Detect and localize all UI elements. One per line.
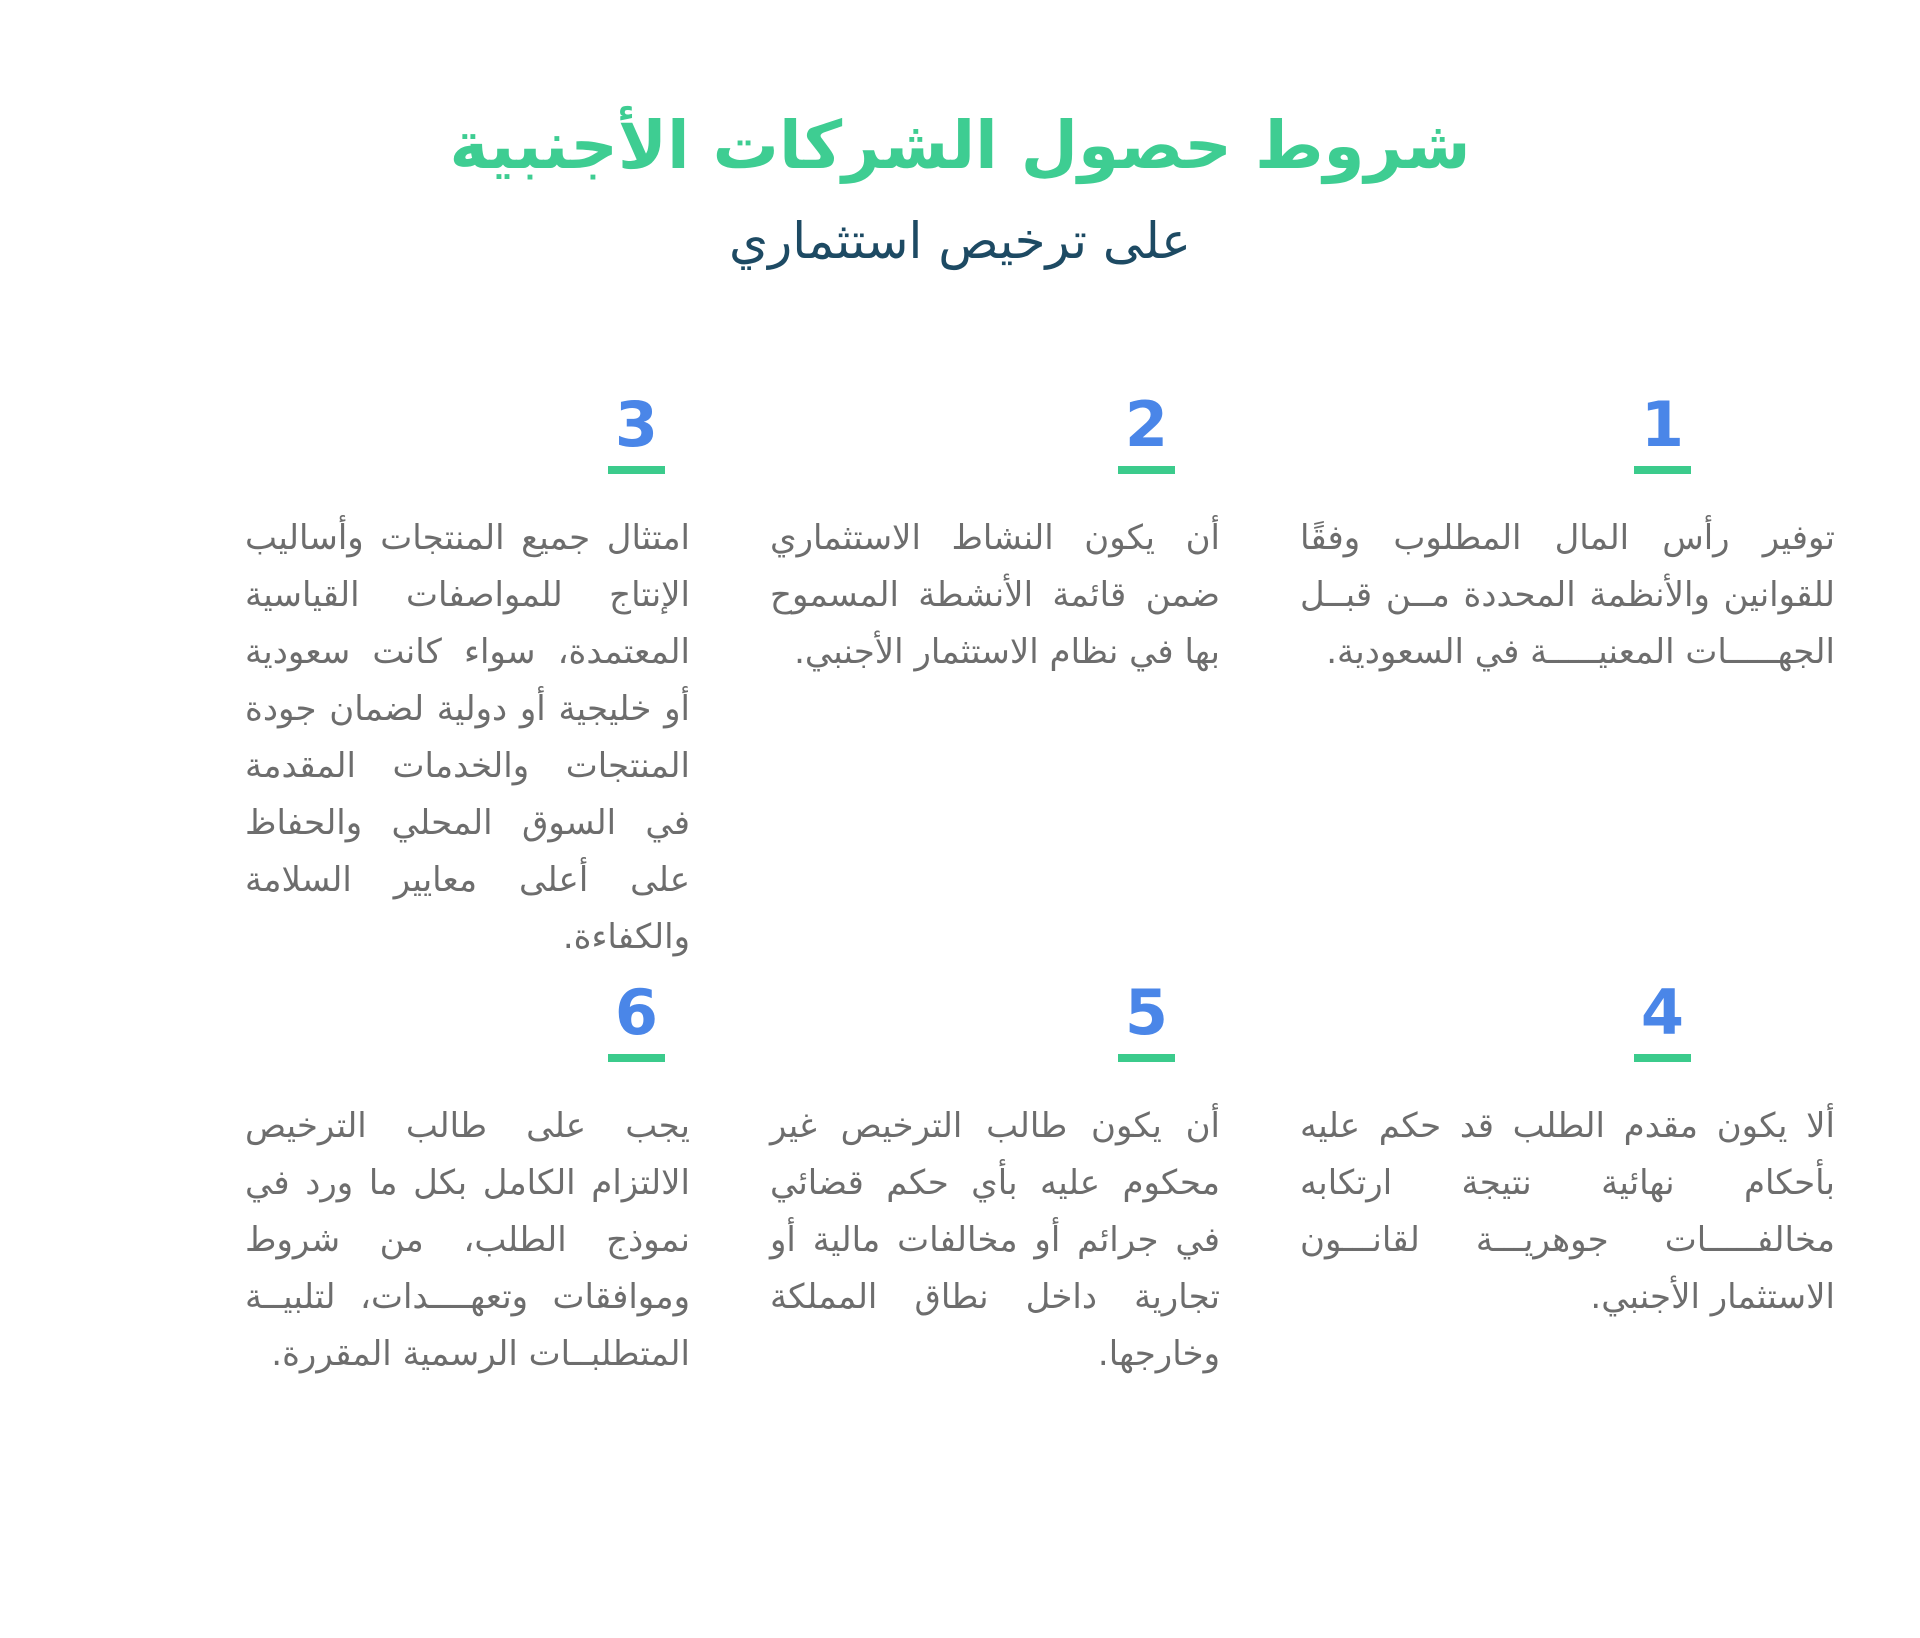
item-text: يجب على طالب الترخيص الالتزام الكامل بكل ما ورد في نموذج الطلب، من شروط وموافقات وتعهــــدات، لتلبيــة المتطلبــات الرسمية المقررة. [245, 1106, 690, 1374]
condition-item-3 [245, 388, 690, 966]
item-number: 2 [1124, 388, 1169, 461]
item-text: امتثال جميع المنتجات وأساليب الإنتاج للمواصفات القياسية المعتمدة، سواء كانت سعودية أو خليجية أو دولية لضمان جودة المنتجات والخدمات المقدمة في السوق المحلي والحفاظ على أعلى معايير السلامة والكفاءة. [245, 518, 690, 957]
item-text: ألا يكون مقدم الطلب قد حكم عليه بأحكام نهائية نتيجة ارتكابه مخالفـــــات جوهريـــة لقانـــون الاستثمار الأجنبي. [1300, 1106, 1835, 1317]
condition-item-1 [1300, 388, 1835, 966]
item-number-block [1118, 976, 1175, 1062]
condition-item-6 [245, 976, 690, 1383]
number-underline [1634, 466, 1691, 474]
item-text: أن يكون طالب الترخيص غير محكوم عليه بأي حكم قضائي في جرائم أو مخالفات مالية أو تجارية داخل نطاق المملكة وخارجها. [770, 1106, 1220, 1374]
number-underline [608, 1054, 665, 1062]
number-underline [1118, 466, 1175, 474]
item-number: 4 [1640, 976, 1685, 1049]
item-number: 5 [1124, 976, 1169, 1049]
number-underline [1634, 1054, 1691, 1062]
item-number-block [608, 388, 665, 474]
item-number-block [1634, 976, 1691, 1062]
item-number-block [1634, 388, 1691, 474]
number-underline [1118, 1054, 1175, 1062]
item-number: 1 [1640, 388, 1685, 461]
condition-item-2 [770, 388, 1220, 966]
item-number: 6 [614, 976, 659, 1049]
item-number-block [1118, 388, 1175, 474]
condition-item-5 [770, 976, 1220, 1383]
number-underline [608, 466, 665, 474]
condition-item-4 [1300, 976, 1835, 1383]
page-subtitle: على ترخيص استثماري [729, 212, 1191, 270]
conditions-grid [0, 388, 1920, 1383]
item-number: 3 [614, 388, 659, 461]
item-text: توفير رأس المال المطلوب وفقًا للقوانين والأنظمة المحددة مــن قبــل الجهـــــات المعنيـــــة في السعودية. [1300, 518, 1835, 672]
item-number-block [608, 976, 665, 1062]
page-header [0, 0, 1920, 276]
page-title: شروط حصول الشركات الأجنبية [449, 107, 1471, 184]
item-text: أن يكون النشاط الاستثماري ضمن قائمة الأنشطة المسموح بها في نظام الاستثمار الأجنبي. [770, 518, 1220, 672]
